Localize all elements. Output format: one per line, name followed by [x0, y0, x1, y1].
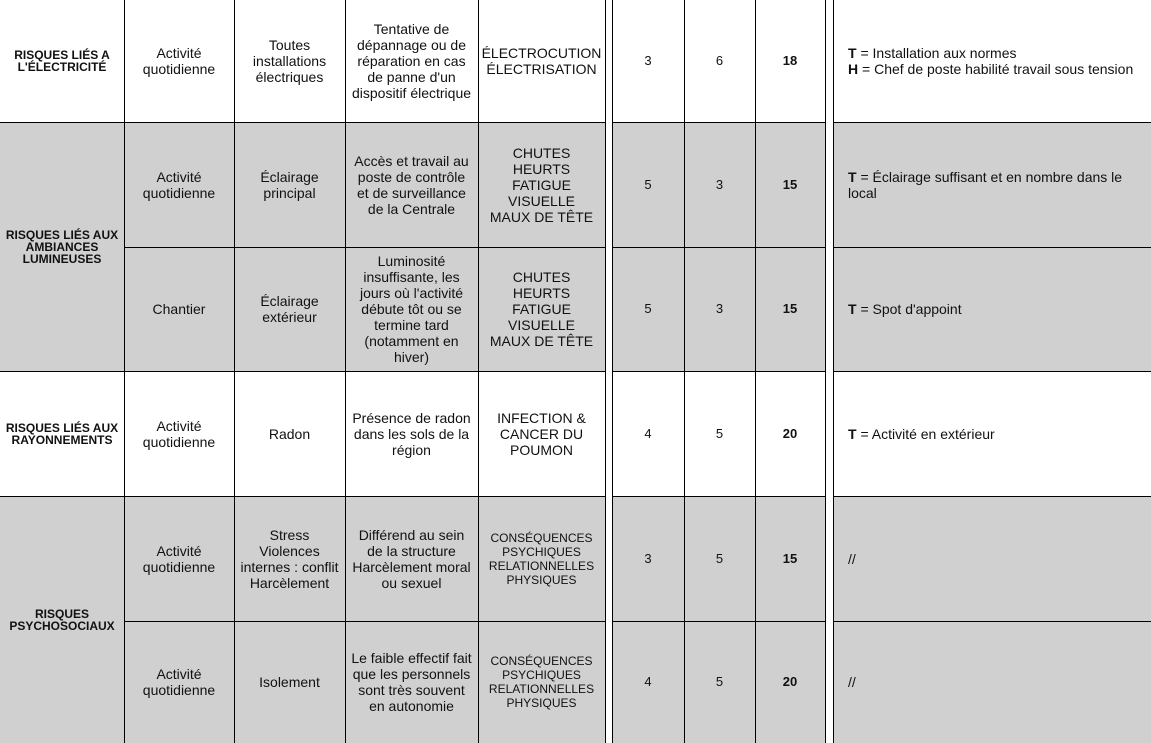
subrow-divider: [833, 621, 1151, 622]
hazard-event: Le faible effectif fait que les personnels sont très souvent en autonomie: [351, 650, 472, 714]
prevention-measures: [833, 122, 1151, 247]
gravity-score: 4: [644, 425, 652, 441]
row-divider: [0, 122, 605, 123]
subrow-divider: [833, 247, 1151, 248]
work-situation: Activité quotidienne: [142, 542, 216, 575]
potential-damage: CHUTES HEURTS FATIGUE VISUELLE MAUX DE TÊTE: [489, 269, 594, 349]
criticality-score: 20: [782, 425, 798, 441]
measures-text: [848, 45, 1133, 77]
prevention-measures: [833, 621, 1151, 743]
row-divider: [612, 496, 825, 497]
criticality-score: 18: [782, 53, 798, 68]
criticality-score: 20: [782, 674, 798, 689]
subrow-divider: [612, 621, 825, 622]
measure-key: T: [848, 301, 857, 317]
criticality-score: 15: [782, 550, 798, 566]
measure-key: T: [848, 45, 857, 61]
hazard-event: Luminosité insuffisante, les jours où l'activité débute tôt ou se termine tard (notamment en hiver): [359, 253, 464, 365]
work-situation: Activité quotidienne: [142, 168, 216, 201]
measure-text: = Spot d'appoint: [856, 301, 962, 317]
gravity-score: 3: [644, 53, 652, 68]
measures-text: [848, 674, 856, 690]
work-situation: Activité quotidienne: [142, 45, 216, 77]
measure-line: [848, 61, 1133, 77]
risk-category: RISQUES PSYCHOSOCIAUX: [9, 606, 115, 633]
prevention-measures: [833, 496, 1151, 621]
risk-category: RISQUES LIÉS AUX AMBIANCES LUMINEUSES: [5, 227, 119, 266]
row-divider: [0, 371, 605, 372]
gravity-score: 5: [644, 301, 652, 316]
measure-key: T: [848, 425, 857, 442]
potential-damage: INFECTION & CANCER DU POUMON: [497, 409, 586, 458]
measure-key: H: [848, 61, 859, 77]
measure-text: = Installation aux normes: [856, 45, 1017, 61]
hazard-source: Toutes installations électriques: [252, 37, 327, 85]
measures-text: [848, 169, 1122, 201]
potential-damage: CONSÉQUENCES PSYCHIQUES RELATIONNELLES PHYSIQUES: [488, 654, 595, 710]
measure-text: = Chef de poste habilité travail sous tension: [858, 61, 1134, 77]
frequency-score: 5: [715, 425, 724, 441]
measure-line: [848, 301, 962, 317]
hazard-source: Radon: [268, 425, 311, 442]
frequency-score: 3: [715, 176, 724, 192]
hazard-source: Éclairage principal: [260, 168, 319, 201]
row-divider: [833, 122, 1151, 123]
measure-text: //: [848, 674, 856, 690]
hazard-event: Présence de radon dans les sols de la région: [352, 409, 471, 458]
criticality-score: 15: [782, 301, 798, 316]
frequency-score: 5: [715, 674, 724, 689]
potential-damage: ÉLECTROCUTION ÉLECTRISATION: [481, 45, 602, 77]
frequency-score: 5: [715, 550, 724, 566]
risk-category: RISQUES LIÉS A L'ÉLECTRICITÉ: [14, 48, 110, 74]
measure-key: T: [848, 168, 857, 185]
frequency-score: 6: [715, 53, 724, 68]
potential-damage: CHUTES HEURTS FATIGUE VISUELLE MAUX DE TÊTE: [489, 144, 594, 225]
column-divider: [605, 0, 606, 743]
measure-line: [848, 45, 1133, 61]
hazard-event: Tentative de dépannage ou de réparation en cas de panne d'un dispositif électrique: [351, 21, 472, 101]
column-divider: [825, 0, 826, 743]
hazard-source: Éclairage extérieur: [260, 293, 319, 325]
gravity-score: 4: [644, 674, 652, 689]
row-divider: [833, 371, 1151, 372]
row-divider: [833, 496, 1151, 497]
prevention-measures: [833, 371, 1151, 496]
work-situation: Activité quotidienne: [142, 666, 216, 698]
prevention-measures: [833, 247, 1151, 371]
frequency-score: 3: [715, 301, 724, 316]
gravity-score: 3: [644, 550, 652, 566]
measure-line: [848, 551, 856, 567]
row-divider: [612, 371, 825, 372]
risk-category: RISQUES LIÉS AUX RAYONNEMENTS: [5, 420, 119, 447]
measure-line: [848, 674, 856, 690]
prevention-measures: [833, 0, 1151, 122]
criticality-score: 15: [782, 176, 798, 192]
subrow-divider: [612, 247, 825, 248]
measure-line: [848, 426, 995, 442]
hazard-event: Différend au sein de la structure Harcèlement moral ou sexuel: [352, 526, 471, 591]
measure-text: //: [848, 550, 856, 567]
work-situation: Activité quotidienne: [142, 417, 216, 450]
hazard-source: Isolement: [259, 674, 320, 690]
measure-text: = Éclairage suffisant et en nombre dans le local: [848, 168, 1123, 201]
gravity-score: 5: [644, 176, 652, 192]
potential-damage: CONSÉQUENCES PSYCHIQUES RELATIONNELLES PHYSIQUES: [488, 530, 595, 587]
measures-text: [848, 426, 995, 442]
hazard-event: Accès et travail au poste de contrôle et de surveillance de la Centrale: [354, 152, 469, 217]
work-situation: Chantier: [152, 301, 206, 317]
subrow-divider: [124, 247, 605, 248]
subrow-divider: [124, 621, 605, 622]
measure-line: [848, 169, 1122, 201]
row-divider: [612, 122, 825, 123]
row-divider: [0, 496, 605, 497]
measures-text: [848, 301, 962, 317]
measure-text: = Activité en extérieur: [856, 425, 995, 442]
measures-text: [848, 551, 856, 567]
hazard-source: Stress Violences internes : conflit Harcèlement: [240, 526, 339, 591]
